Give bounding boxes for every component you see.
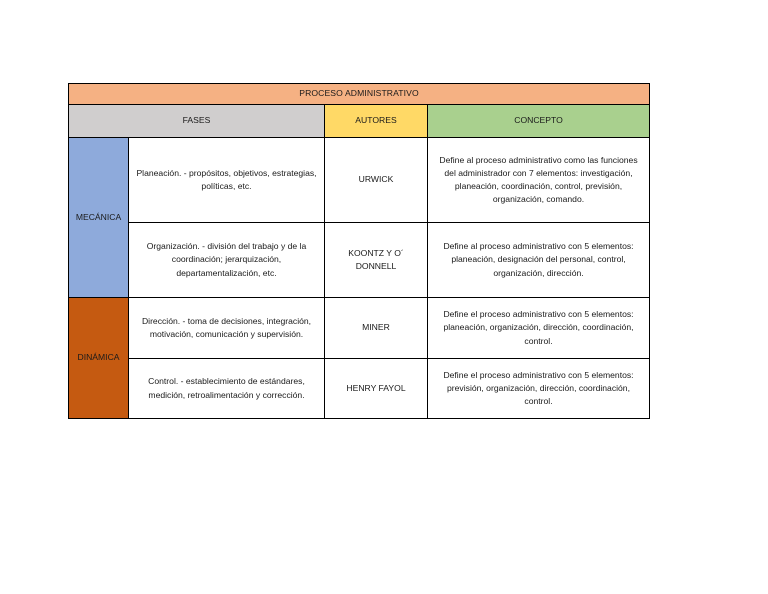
table-row xyxy=(69,138,650,223)
autor-cell: URWICK xyxy=(325,138,428,223)
category-mecanica: MECÁNICA xyxy=(69,138,129,298)
autor-cell: HENRY FAYOL xyxy=(325,359,428,419)
concepto-cell: Define al proceso administrativo con 5 elementos: planeación, designación del personal, control, organización, dirección. xyxy=(428,223,650,298)
title-row xyxy=(69,84,650,105)
proceso-administrativo-table xyxy=(68,83,650,419)
fase-cell: Control. - establecimiento de estándares, medición, retroalimentación y corrección. xyxy=(129,359,325,419)
table-row xyxy=(69,359,650,419)
concepto-cell: Define el proceso administrativo con 5 elementos: planeación, organización, dirección, coordinación, control. xyxy=(428,298,650,359)
autor-cell: KOONTZ Y O´ DONNELL xyxy=(325,223,428,298)
autor-cell: MINER xyxy=(325,298,428,359)
table-title: PROCESO ADMINISTRATIVO xyxy=(69,84,650,105)
fase-cell: Organización. - división del trabajo y de la coordinación; jerarquización, departamentalización, etc. xyxy=(129,223,325,298)
header-concepto: CONCEPTO xyxy=(428,105,650,138)
table-row xyxy=(69,223,650,298)
header-autores: AUTORES xyxy=(325,105,428,138)
fase-cell: Planeación. - propósitos, objetivos, estrategias, políticas, etc. xyxy=(129,138,325,223)
header-row xyxy=(69,105,650,138)
fase-cell: Dirección. - toma de decisiones, integración, motivación, comunicación y supervisión. xyxy=(129,298,325,359)
table-row xyxy=(69,298,650,359)
concepto-cell: Define al proceso administrativo como las funciones del administrador con 7 elementos: investigación, planeación, coordinación, control, previsión, organización, comando. xyxy=(428,138,650,223)
header-fases: FASES xyxy=(69,105,325,138)
concepto-cell: Define el proceso administrativo con 5 elementos: previsión, organización, dirección, coordinación, control. xyxy=(428,359,650,419)
category-dinamica: DINÁMICA xyxy=(69,298,129,419)
